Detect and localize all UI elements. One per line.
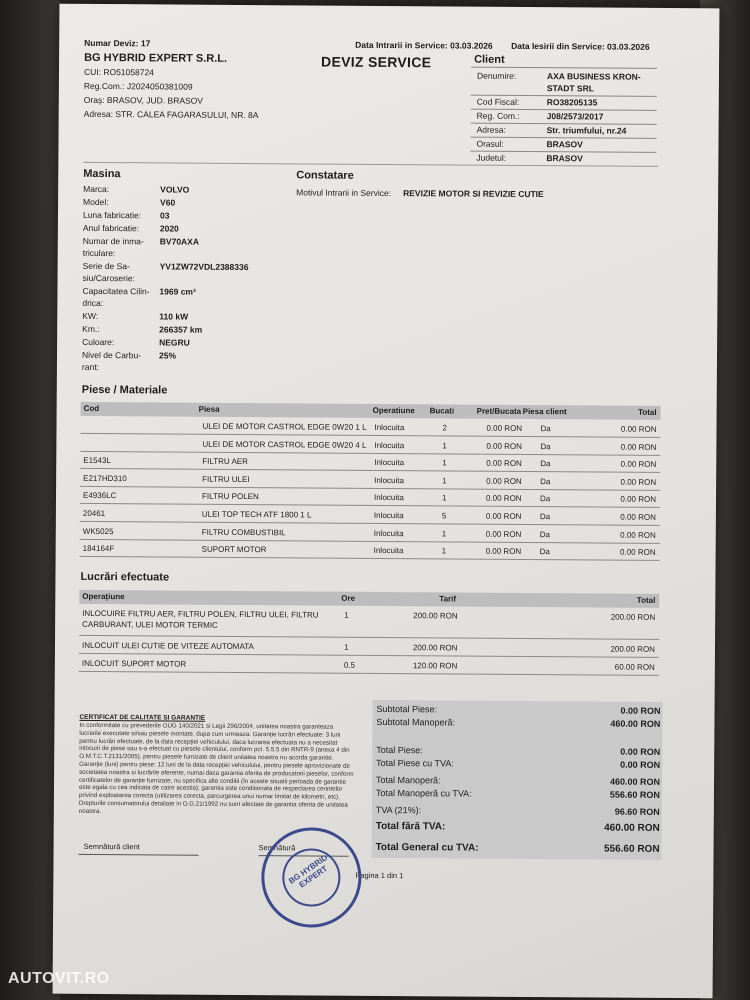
vehicle-label: Anul fabricatie: [82, 222, 140, 234]
total-label: Total Manoperă: [376, 774, 441, 786]
table-cell: Da [539, 512, 551, 522]
table-row [80, 435, 660, 455]
table-cell: FILTRU POLEN [201, 492, 259, 502]
vehicle-label: drica: [82, 297, 104, 309]
total-value: 96.60 RON [614, 806, 660, 817]
total-value: 0.00 RON [620, 705, 661, 716]
vehicle-value: V60 [160, 197, 176, 208]
service-signature-label: Semnătură [258, 843, 296, 853]
table-cell: INLOCUIT SUPORT MOTOR [81, 658, 187, 669]
table-cell: 20461 [82, 508, 106, 519]
table-cell: INLOCUIRE FILTRU AER, FILTRU POLEN, FILTRU ULEI, FILTRU [82, 608, 319, 620]
table-row [80, 488, 660, 508]
total-value: 0.00 RON [620, 759, 661, 770]
vehicle-value: VOLVO [160, 184, 190, 195]
certificate-title: CERTIFICAT DE CALITATE SI GARANTIE [79, 713, 206, 722]
table-cell: 1 [442, 476, 447, 486]
client-value: AXA BUSINESS KRON- [546, 71, 641, 82]
col-header: Bucati [429, 406, 455, 416]
vehicle-value: NEGRU [159, 337, 190, 348]
table-row [79, 606, 659, 640]
table-cell: Inlocuita [373, 528, 404, 538]
piese-table-header [81, 402, 661, 420]
client-label: Judetul: [476, 152, 507, 163]
table-cell: Da [540, 476, 551, 486]
total-label: Total General cu TVA: [375, 841, 479, 854]
table-cell: Da [539, 529, 551, 539]
table-cell: Inlocuita [374, 458, 405, 468]
vehicle-value: 25% [158, 350, 177, 361]
table-cell: Da [540, 459, 551, 469]
table-cell: SUPORT MOTOR [201, 544, 267, 555]
table-cell: ULEI DE MOTOR CASTROL EDGE 0W20 4 L [202, 439, 367, 450]
table-cell: 0.00 RON [486, 476, 522, 486]
table-cell: Da [540, 441, 551, 451]
certificate-text: In conformitate cu prevederile OUG 140/2021 si Legii 296/2004, unitatea noastra garanteaza lucrarile executate si/sau piesele montate, dupa cum urmeaza: Garanție lucrări efectuate: 3 luni pentru lucrări efectuate, de la data recepției vehiculului, daca lucrarea efectuata nu a necesitat inlocuiri de piese sau s-a efectuat cu piesele clientului, conform pct. 5.5.5 din RNTR-9 (anexa 4 din O.M.T.C.T.2131/2005), pentru piesele furnizate de client unitatea noastra nu acorda garantie. Garanție (luni) pentru piese: 12 luni de la data recepției vehiculului, pentru piesele aprovizionate de societatea noastra si lucrările aferente, numai daca garantia oferita de producatorii pieselor, conform certificatelor de garanție furnizate, nu specifica alte conditii (în aceste situatii perioada de garantie este egala cu cea indicata de catre acestia); garantia este conditionata de respectarea cerintelor privind exploatarea corecta (utilizarea corecta, parcurgerea unui numar limitat de kilometri, etc). Drepturile consumatorului detaliate in O.G.21/1992 nu sunt afectate de garantia oferita de unitatea noastra. [78, 721, 354, 815]
table-cell: 5 [441, 511, 447, 521]
table-cell: 60.00 RON [614, 662, 655, 672]
total-label: TVA (21%): [375, 804, 422, 816]
client-signature-label: Semnătură client [83, 841, 140, 852]
total-value: 460.00 RON [609, 776, 661, 787]
table-cell: E4936LC [82, 491, 117, 501]
client-label: Orasul: [476, 138, 504, 149]
table-row [80, 506, 660, 526]
col-header: Pret/Bucata [476, 406, 522, 416]
table-cell: 1 [343, 642, 349, 652]
client-value: J08/2573/2017 [546, 111, 604, 122]
vehicle-value: 1969 cm³ [159, 286, 196, 297]
table-cell: Inlocuita [373, 546, 404, 556]
table-cell: 0.00 RON [486, 441, 522, 451]
table-cell: Inlocuita [373, 510, 404, 521]
table-cell: FILTRU ULEI [202, 474, 250, 484]
table-cell: E1543L [83, 456, 111, 466]
vehicle-label: Numar de inma- [82, 235, 144, 247]
background-left [0, 0, 60, 1000]
invoice-paper [53, 4, 720, 999]
table-cell: Da [539, 547, 550, 557]
vehicle-label: triculare: [82, 247, 116, 259]
col-header: Piesa [198, 404, 220, 414]
company-cui: CUI: RO51058724 [83, 66, 154, 78]
table-cell: Da [540, 424, 551, 434]
table-cell: Inlocuita [374, 440, 405, 450]
total-label: Subtotal Piese: [376, 703, 438, 715]
total-label: Subtotal Manoperă: [376, 716, 456, 728]
table-row [79, 638, 659, 658]
stamp-text: BG HYBRID EXPERT [287, 852, 330, 890]
total-label: Total fără TVA: [375, 820, 446, 833]
vehicle-label: Model: [83, 196, 109, 208]
table-cell: ULEI TOP TECH ATF 1800 1 L [201, 509, 312, 520]
document-title: DEVIZ SERVICE [321, 53, 432, 71]
table-cell: 0.00 RON [485, 529, 522, 539]
company-address: Adresa: STR. CALEA FAGARASULUI, NR. 8A [83, 108, 259, 121]
vehicle-label: Km.: [82, 323, 100, 334]
company-name: BG HYBRID EXPERT S.R.L. [84, 51, 228, 65]
col-header: Total [638, 407, 657, 417]
col-header: Piesa client [522, 406, 567, 417]
table-cell: 1 [441, 528, 447, 539]
table-row [80, 418, 660, 438]
table-row [80, 453, 660, 473]
table-cell: FILTRU AER [202, 456, 248, 467]
vehicle-value: 03 [159, 210, 170, 221]
total-value: 556.60 RON [609, 789, 660, 800]
piese-title: Piese / Materiale [81, 383, 168, 397]
deviz-number: Numar Deviz: 17 [84, 37, 151, 49]
vehicle-value: YV1ZW72VDL2388336 [159, 261, 249, 273]
motiv-label: Motivul Intrarii in Service: [296, 187, 392, 199]
table-cell: 0.00 RON [620, 495, 657, 505]
col-header: Cod [83, 403, 100, 413]
vehicle-label: KW: [82, 310, 99, 321]
vehicle-label: Culoare: [82, 336, 115, 348]
table-cell: 200.00 RON [413, 611, 458, 621]
vehicle-label: Capacitatea Cilin- [82, 285, 150, 297]
table-row [79, 656, 659, 676]
col-header: Tarif [439, 594, 457, 604]
table-cell: 200.00 RON [610, 644, 656, 654]
table-cell: E217HD310 [83, 473, 127, 483]
client-label: Adresa: [476, 124, 506, 135]
table-cell: 0.00 RON [486, 458, 522, 469]
constatare-title: Constatare [296, 169, 354, 182]
client-label: Denumire: [476, 70, 517, 81]
table-cell: 0.00 RON [620, 512, 656, 522]
table-cell: 1 [344, 610, 349, 620]
total-value: 556.60 RON [603, 843, 660, 855]
company-stamp [242, 808, 381, 947]
table-cell: 0.00 RON [620, 424, 657, 434]
vehicle-value: 2020 [159, 223, 179, 234]
table-cell: 200.00 RON [412, 643, 458, 653]
table-cell: 2 [442, 423, 447, 433]
table-cell: 120.00 RON [412, 661, 458, 671]
total-value: 460.00 RON [604, 822, 660, 834]
table-cell: 0.00 RON [620, 530, 656, 540]
total-value: 0.00 RON [620, 746, 661, 757]
table-cell: 0.00 RON [620, 477, 657, 487]
table-cell: 0.00 RON [620, 442, 657, 452]
table-cell: 0.00 RON [485, 546, 522, 557]
table-cell: 0.5 [343, 660, 356, 670]
vehicle-label: Luna fabricatie: [82, 209, 142, 221]
table-row [80, 471, 660, 491]
vehicle-label: siu/Caroserie: [82, 272, 136, 284]
table-cell: 0.00 RON [485, 494, 522, 504]
table-cell: Inlocuita [374, 422, 405, 433]
lucrari-title: Lucrări efectuate [80, 570, 170, 584]
vehicle-value: 266357 km [159, 324, 203, 335]
client-value: BRASOV [546, 153, 583, 164]
col-header: Operațiune [82, 591, 125, 602]
total-label: Total Manoperă cu TVA: [375, 787, 472, 799]
table-cell: 0.00 RON [485, 511, 522, 521]
table-cell: FILTRU COMBUSTIBIL [201, 527, 286, 537]
exit-date: Data Iesirii din Service: 03.03.2026 [511, 40, 650, 52]
table-cell: Da [539, 494, 551, 504]
client-value: BRASOV [546, 139, 583, 150]
client-label: Cod Fiscal: [476, 96, 520, 107]
col-header: Ore [341, 593, 356, 603]
table-cell: 184164F [82, 544, 115, 554]
vehicle-label: Nivel de Carbu- [81, 349, 142, 361]
client-title: Client [474, 53, 505, 66]
vehicle-label: Marca: [83, 183, 110, 195]
table-cell: INLOCUIT ULEI CUTIE DE VITEZE AUTOMATA [81, 640, 254, 652]
table-cell: 1 [442, 440, 447, 451]
lucrari-table-header [79, 590, 659, 608]
table-row [80, 541, 660, 561]
table-cell: 0.00 RON [620, 547, 656, 558]
vehicle-label: Serie de Sa- [82, 260, 130, 272]
vehicle-label: rant: [81, 361, 99, 372]
table-cell: WK5025 [82, 526, 114, 536]
company-city: Oraș: BRASOV, JUD. BRASOV [83, 94, 204, 106]
motiv-value: REVIZIE MOTOR SI REVIZIE CUTIE [403, 188, 544, 200]
table-cell: 1 [441, 493, 447, 503]
table-cell: 1 [441, 546, 447, 556]
table-cell: ULEI DE MOTOR CASTROL EDGE 0W20 1 L [202, 421, 367, 432]
col-header: Operatiune [372, 405, 415, 416]
total-label: Total Piese cu TVA: [376, 757, 454, 769]
vehicle-value: BV70AXA [159, 236, 200, 247]
table-cell: 1 [442, 458, 447, 468]
table-cell: Inlocuita [374, 475, 404, 485]
client-value: Str. triumfului, nr.24 [546, 125, 627, 136]
client-value: STADT SRL [546, 83, 594, 94]
autovit-watermark: AUTOVIT.RO [8, 970, 110, 987]
total-value: 460.00 RON [610, 718, 661, 729]
company-reg: Reg.Com.: J2024050381009 [83, 80, 193, 92]
table-cell: CARBURANT, ULEI MOTOR TERMIC [82, 619, 218, 630]
table-cell: 0.00 RON [620, 459, 657, 470]
client-label: Reg. Com.: [476, 110, 520, 121]
page-number: Pagina 1 din 1 [355, 870, 404, 881]
table-cell: Inlocuita [373, 493, 404, 503]
table-cell: 0.00 RON [486, 423, 523, 433]
client-value: RO38205135 [546, 97, 598, 108]
vehicle-value: 110 kW [159, 311, 189, 322]
table-cell: 200.00 RON [610, 612, 656, 622]
col-header: Total [636, 595, 656, 605]
table-row [80, 523, 660, 543]
total-label: Total Piese: [376, 744, 423, 756]
masina-title: Masina [83, 167, 121, 181]
entry-date: Data Intrarii in Service: 03.03.2026 [355, 39, 493, 51]
